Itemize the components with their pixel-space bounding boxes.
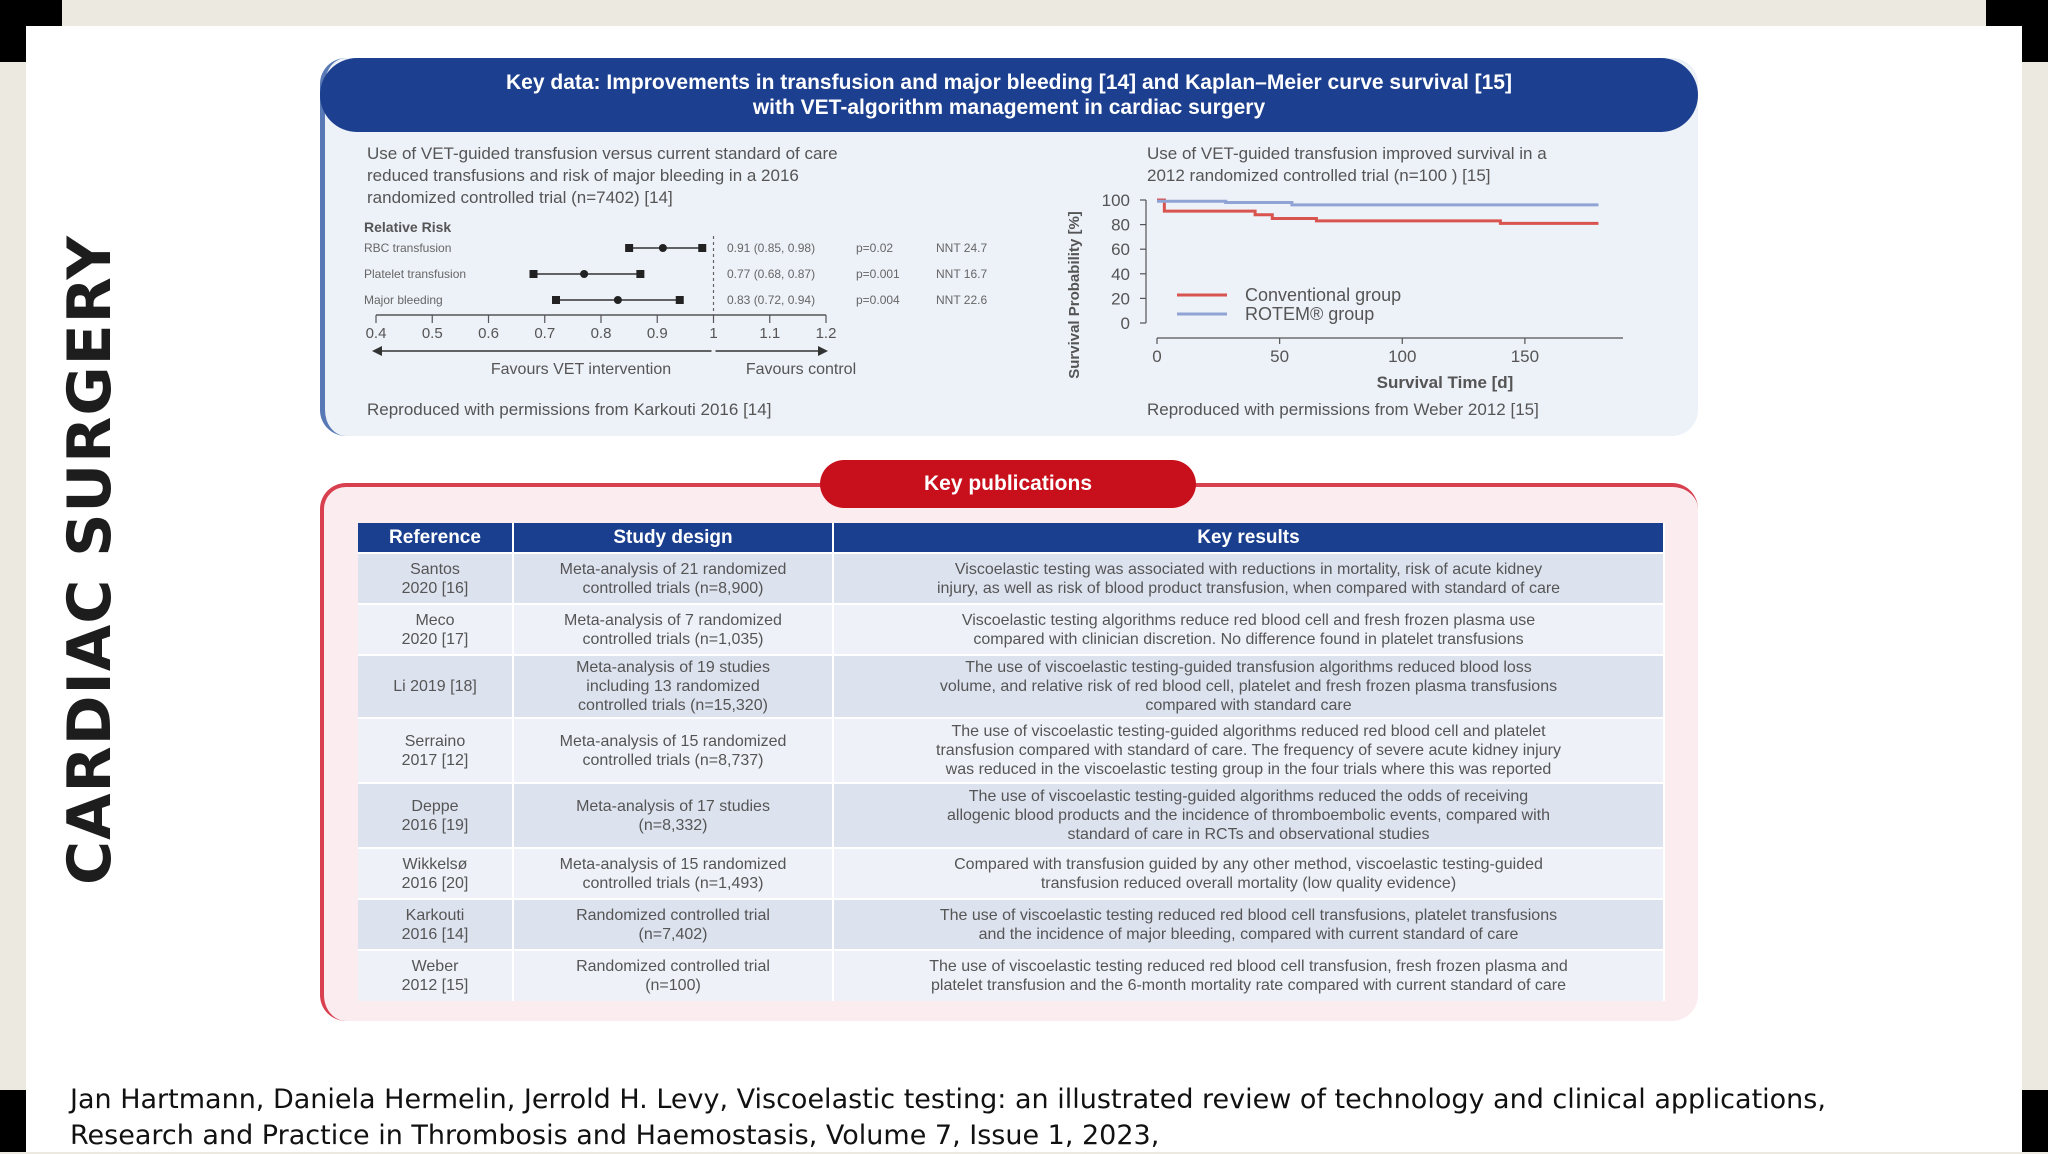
km-x-tick-label: 0 <box>1152 347 1162 366</box>
cell-reference: Santos 2020 [16] <box>358 553 513 604</box>
favours-vet-arrowhead <box>372 346 382 356</box>
cell-design: Randomized controlled trial (n=7,402) <box>513 899 833 950</box>
forest-ci-high-cap <box>676 296 684 304</box>
forest-point <box>580 270 588 278</box>
cell-result: The use of viscoelastic testing-guided algorithms reduced the odds of receiving allogenic blood products and the incidence of thromboembolic events, compared with standard of care in RCTs and observational studies <box>833 783 1664 848</box>
cell-reference: Wikkelsø 2016 [20] <box>358 848 513 899</box>
cell-design: Randomized controlled trial (n=100) <box>513 950 833 1001</box>
cell-design: Meta-analysis of 15 randomized controlled trials (n=1,493) <box>513 848 833 899</box>
header-reference: Reference <box>358 523 513 553</box>
table-row <box>358 553 1664 604</box>
km-y-tick-label: 60 <box>1111 240 1130 260</box>
forest-nnt-text: NNT 16.7 <box>936 267 988 281</box>
forest-ci-text: 0.77 (0.68, 0.87) <box>727 267 816 281</box>
km-y-tick-label: 40 <box>1111 264 1130 284</box>
forest-p-text: p=0.02 <box>856 241 894 255</box>
forest-row-label: Major bleeding <box>364 293 443 307</box>
cell-design: Meta-analysis of 17 studies (n=8,332) <box>513 783 833 848</box>
forest-tick-label: 1 <box>709 325 718 342</box>
forest-tick-label: 0.5 <box>421 325 443 342</box>
forest-ci-low-cap <box>625 244 633 252</box>
cell-design: Meta-analysis of 7 randomized controlled trials (n=1,035) <box>513 604 833 655</box>
km-plot <box>1060 180 1660 400</box>
km-y-tick-label: 100 <box>1101 191 1130 210</box>
cell-design: Meta-analysis of 21 randomized controlled trials (n=8,900) <box>513 553 833 604</box>
km-x-label: Survival Time [d] <box>1376 373 1514 392</box>
table-row <box>358 950 1664 1001</box>
km-series-line <box>1157 201 1598 205</box>
key-data-banner <box>320 58 1698 132</box>
forest-tick-label: 0.6 <box>478 325 499 342</box>
citation-line1: Jan Hartmann, Daniela Hermelin, Jerrold H. Levy, Viscoelastic testing: an illustrated review of technology and clinical applications, <box>70 1084 1826 1115</box>
table-row <box>358 604 1664 655</box>
table-row <box>358 899 1664 950</box>
table-row <box>358 655 1664 718</box>
cell-reference: Meco 2020 [17] <box>358 604 513 655</box>
cell-result: Viscoelastic testing algorithms reduce red blood cell and fresh frozen plasma use compared with clinician discretion. No difference found in platelet transfusions <box>833 604 1664 655</box>
favours-control-label: Favours control <box>745 361 857 378</box>
favours-control-arrowhead <box>818 346 828 356</box>
cell-reference: Weber 2012 [15] <box>358 950 513 1001</box>
km-x-tick-label: 150 <box>1510 347 1540 366</box>
cell-reference: Li 2019 [18] <box>358 655 513 718</box>
forest-tick-label: 0.7 <box>534 325 556 342</box>
header-key-results: Key results <box>833 523 1664 553</box>
forest-ci-low-cap <box>530 270 538 278</box>
key-data-title-line2: with VET-algorithm management in cardiac surgery <box>752 96 1266 119</box>
forest-plot <box>360 216 1060 386</box>
forest-row-label: RBC transfusion <box>364 241 452 255</box>
forest-tick-label: 0.9 <box>646 325 668 342</box>
table-row <box>358 718 1664 783</box>
km-y-label: Survival Probability [%] <box>1066 211 1083 379</box>
cell-design: Meta-analysis of 15 randomized controlled trials (n=8,737) <box>513 718 833 783</box>
km-x-tick-label: 50 <box>1270 347 1290 366</box>
header-study-design: Study design <box>513 523 833 553</box>
forest-title: Relative Risk <box>364 219 452 235</box>
key-publications-banner: Key publications <box>820 460 1196 508</box>
forest-ci-text: 0.91 (0.85, 0.98) <box>727 241 816 255</box>
cell-result: The use of viscoelastic testing reduced red blood cell transfusion, fresh frozen plasma and platelet transfusion and the 6-month mortality rate compared with current standard of care <box>833 950 1664 1001</box>
forest-p-text: p=0.004 <box>856 293 900 307</box>
forest-tick-label: 0.8 <box>590 325 612 342</box>
forest-row-label: Platelet transfusion <box>364 267 467 281</box>
forest-ci-high-cap <box>636 270 644 278</box>
cell-result: The use of viscoelastic testing-guided transfusion algorithms reduced blood loss volume, and relative risk of red blood cell, platelet and fresh frozen plasma transfusions compared with standard care <box>833 655 1664 718</box>
right-credit: Reproduced with permissions from Weber 2012 [15] <box>1147 400 1539 419</box>
favours-vet-label: Favours VET intervention <box>490 361 672 378</box>
cell-design: Meta-analysis of 19 studies including 13 randomized controlled trials (n=15,320) <box>513 655 833 718</box>
forest-nnt-text: NNT 22.6 <box>936 293 988 307</box>
cell-reference: Deppe 2016 [19] <box>358 783 513 848</box>
cell-reference: Karkouti 2016 [14] <box>358 899 513 950</box>
side-title: CARDIAC SURGERY <box>55 235 125 885</box>
km-y-tick-label: 80 <box>1111 215 1130 235</box>
forest-ci-high-cap <box>698 244 706 252</box>
forest-tick-label: 0.4 <box>365 325 387 342</box>
table-row <box>358 783 1664 848</box>
km-y-tick-label: 20 <box>1111 289 1130 309</box>
forest-point <box>614 296 622 304</box>
right-intro: Use of VET-guided transfusion improved survival in a 2012 randomized controlled trial (n=100 ) [15] <box>1147 144 1547 185</box>
forest-point <box>659 244 667 252</box>
citation-line2: Research and Practice in Thrombosis and Haemostasis, Volume 7, Issue 1, 2023, <box>70 1120 1160 1151</box>
table-row <box>358 848 1664 899</box>
km-x-tick-label: 100 <box>1388 347 1417 366</box>
forest-ci-text: 0.83 (0.72, 0.94) <box>727 293 816 307</box>
cell-result: The use of viscoelastic testing reduced red blood cell transfusions, platelet transfusions and the incidence of major bleeding, compared with current standard of care <box>833 899 1664 950</box>
km-legend-label: Conventional group <box>1245 285 1402 305</box>
publications-table <box>358 523 1665 1001</box>
forest-ci-low-cap <box>552 296 560 304</box>
forest-nnt-text: NNT 24.7 <box>936 241 988 255</box>
cell-reference: Serraino 2017 [12] <box>358 718 513 783</box>
forest-tick-label: 1.1 <box>759 325 781 342</box>
km-y-tick-label: 0 <box>1120 314 1130 333</box>
citation <box>70 1082 1826 1154</box>
cell-result: Viscoelastic testing was associated with reductions in mortality, risk of acute kidney injury, as well as risk of blood product transfusion, when compared with standard of care <box>833 553 1664 604</box>
forest-p-text: p=0.001 <box>856 267 900 281</box>
left-credit: Reproduced with permissions from Karkouti 2016 [14] <box>367 400 772 419</box>
key-data-title-line1: Key data: Improvements in transfusion and major bleeding [14] and Kaplan–Meier curve survival [15] <box>506 71 1512 94</box>
km-legend-label: ROTEM® group <box>1245 304 1375 324</box>
forest-tick-label: 1.2 <box>815 325 837 342</box>
cell-result: The use of viscoelastic testing-guided algorithms reduced red blood cell and platelet transfusion compared with standard of care. The frequency of severe acute kidney injury was reduced in the viscoelastic testing group in the four trials where this was reported <box>833 718 1664 783</box>
left-intro: Use of VET-guided transfusion versus current standard of care reduced transfusions and risk of major bleeding in a 2016 randomized controlled trial (n=7402) [14] <box>367 144 838 207</box>
cell-result: Compared with transfusion guided by any other method, viscoelastic testing-guided transfusion reduced overall mortality (low quality evidence) <box>833 848 1664 899</box>
